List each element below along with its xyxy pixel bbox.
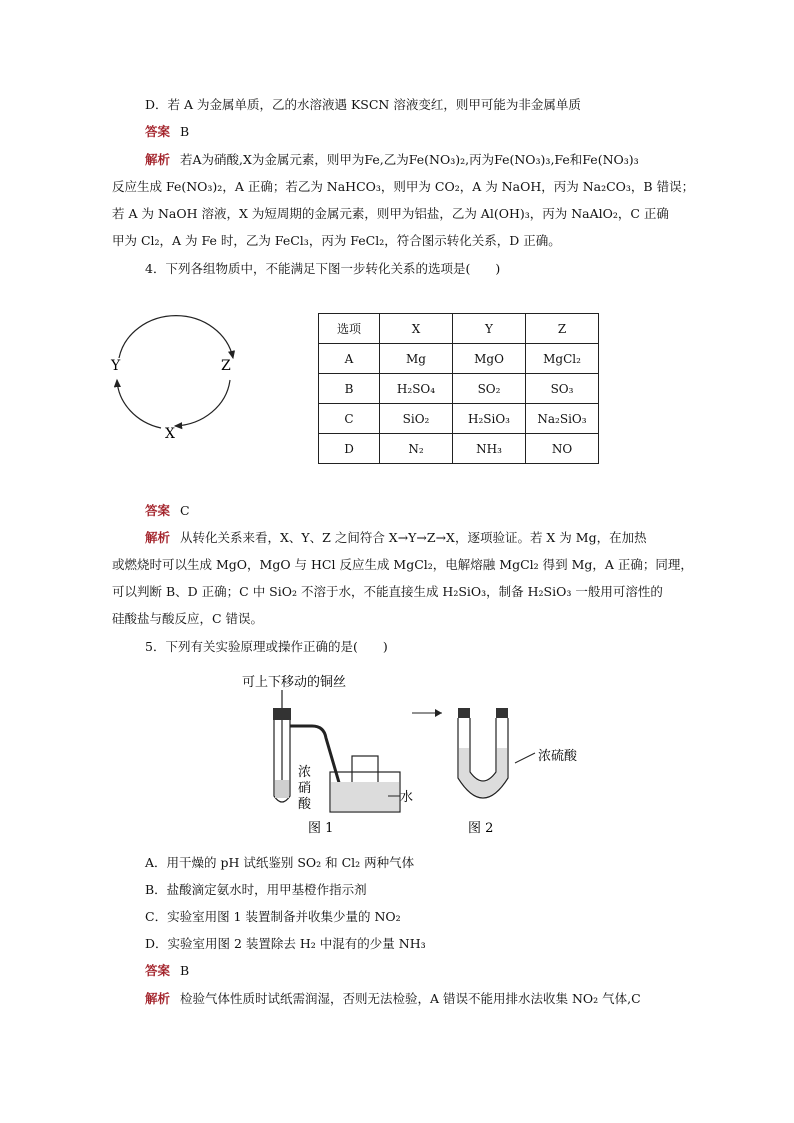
- arrow-y-to-z: [119, 316, 233, 358]
- left-stopper: [458, 708, 470, 718]
- copper-wire-label: 可上下移动的铜丝: [242, 675, 347, 690]
- fig2-caption: 图 2: [468, 821, 494, 836]
- answer-label: 答案: [145, 963, 171, 978]
- table-cell: D: [319, 434, 380, 464]
- arrow-x-to-y: [117, 380, 161, 428]
- cycle-label-y: Y: [111, 358, 121, 374]
- q4-stem: 4．下列各组物质中，不能满足下图一步转化关系的选项是( ): [145, 261, 501, 276]
- analysis-text: 从转化关系来看，X、Y、Z 之间符合 X→Y→Z→X，逐项验证。若 X 为 Mg，在加热: [180, 530, 647, 545]
- q5-answer: [145, 963, 189, 979]
- table-row: [319, 404, 599, 434]
- answer-label: 答案: [145, 503, 171, 518]
- q5-option-c: C．实验室用图 1 装置制备并收集少量的 NO₂: [145, 909, 401, 924]
- analysis-label: 解析: [145, 530, 171, 545]
- fig1-caption: 图 1: [308, 821, 334, 836]
- q4-analysis-line-3: 可以判断 B、D 正确；C 中 SiO₂ 不溶于水，不能直接生成 H₂SiO₃，制备 H₂SiO₃ 一般用可溶性的: [112, 584, 663, 599]
- analysis-label: 解析: [145, 991, 171, 1006]
- table-header: Z: [526, 314, 599, 344]
- table-cell: Na₂SiO₃: [526, 404, 599, 434]
- table-cell: Mg: [380, 344, 453, 374]
- q3-analysis-line-2: 反应生成 Fe(NO₃)₂，A 正确；若乙为 NaHCO₃，则甲为 CO₂，A 为 NaOH，丙为 Na₂CO₃，B 错误；: [112, 179, 695, 194]
- cycle-label-x: X: [165, 426, 175, 442]
- sulfuric-pointer: [515, 753, 535, 763]
- table-cell: NH₃: [453, 434, 526, 464]
- apparatus-figure: [230, 668, 600, 848]
- table-cell: NO: [526, 434, 599, 464]
- table-cell: B: [319, 374, 380, 404]
- nitric-acid-liquid: [275, 780, 289, 798]
- q3-answer: [145, 124, 189, 140]
- right-stopper: [496, 708, 508, 718]
- analysis-label: 解析: [145, 152, 171, 167]
- cycle-diagram: [105, 308, 250, 443]
- table-cell: SiO₂: [380, 404, 453, 434]
- answer-value: B: [180, 963, 190, 978]
- table-header: 选项: [319, 314, 380, 344]
- arrow-z-to-x: [175, 380, 230, 426]
- table-cell: SO₂: [453, 374, 526, 404]
- table-cell: MgO: [453, 344, 526, 374]
- q3-analysis-line-3: 若 A 为 NaOH 溶液，X 为短周期的金属元素，则甲为铝盐，乙为 Al(OH)₃，丙为 NaAlO₂，C 正确: [112, 206, 669, 221]
- water-label: 水: [400, 790, 414, 805]
- table-cell: C: [319, 404, 380, 434]
- q5-option-a: A．用干燥的 pH 试纸鉴别 SO₂ 和 Cl₂ 两种气体: [145, 855, 415, 870]
- table-header-row: [319, 314, 599, 344]
- q5-stem: 5．下列有关实验原理或操作正确的是( ): [145, 639, 388, 654]
- conc-nitric-label-2: 硝: [298, 781, 312, 796]
- q4-analysis-line-2: 或燃烧时可以生成 MgO，MgO 与 HCl 反应生成 MgCl₂，电解熔融 MgCl₂ 得到 Mg，A 正确；同理，: [112, 557, 693, 572]
- conc-nitric-label-3: 酸: [298, 797, 312, 812]
- table-row: [319, 344, 599, 374]
- conc-nitric-label-1: 浓: [298, 765, 312, 780]
- stopper: [273, 708, 291, 720]
- q3-analysis-line-1: [145, 152, 639, 168]
- analysis-text: 检验气体性质时试纸需润湿，否则无法检验，A 错误不能用排水法收集 NO₂ 气体,C: [180, 991, 641, 1006]
- answer-value: C: [180, 503, 190, 518]
- analysis-text: 若A为硝酸,X为金属元素，则甲为Fe,乙为Fe(NO₃)₂,丙为Fe(NO₃)₃,Fe和Fe(NO₃)₃: [180, 152, 639, 167]
- conc-sulfuric-label: 浓硫酸: [538, 749, 578, 764]
- q4-analysis-line-4: 硅酸盐与酸反应，C 错误。: [112, 611, 264, 626]
- table-header: X: [380, 314, 453, 344]
- table-row: [319, 434, 599, 464]
- table-cell: N₂: [380, 434, 453, 464]
- table-cell: H₂SiO₃: [453, 404, 526, 434]
- q5-option-b: B．盐酸滴定氨水时，用甲基橙作指示剂: [145, 882, 367, 897]
- q3-analysis-line-4: 甲为 Cl₂，A 为 Fe 时，乙为 FeCl₃，丙为 FeCl₂，符合图示转化关系，D 正确。: [112, 233, 561, 248]
- q4-answer: [145, 503, 190, 519]
- table-cell: H₂SO₄: [380, 374, 453, 404]
- cycle-label-z: Z: [221, 358, 231, 374]
- answer-value: B: [180, 124, 190, 139]
- q5-option-d: D．实验室用图 2 装置除去 H₂ 中混有的少量 NH₃: [145, 936, 426, 951]
- options-table: [318, 313, 599, 464]
- table-header: Y: [453, 314, 526, 344]
- table-cell: A: [319, 344, 380, 374]
- q3-option-d: D．若 A 为金属单质，乙的水溶液遇 KSCN 溶液变红，则甲可能为非金属单质: [145, 97, 581, 112]
- answer-label: 答案: [145, 124, 171, 139]
- q5-analysis-line-1: [145, 991, 641, 1007]
- table-cell: MgCl₂: [526, 344, 599, 374]
- table-cell: SO₃: [526, 374, 599, 404]
- table-row: [319, 374, 599, 404]
- q4-analysis-line-1: [145, 530, 647, 546]
